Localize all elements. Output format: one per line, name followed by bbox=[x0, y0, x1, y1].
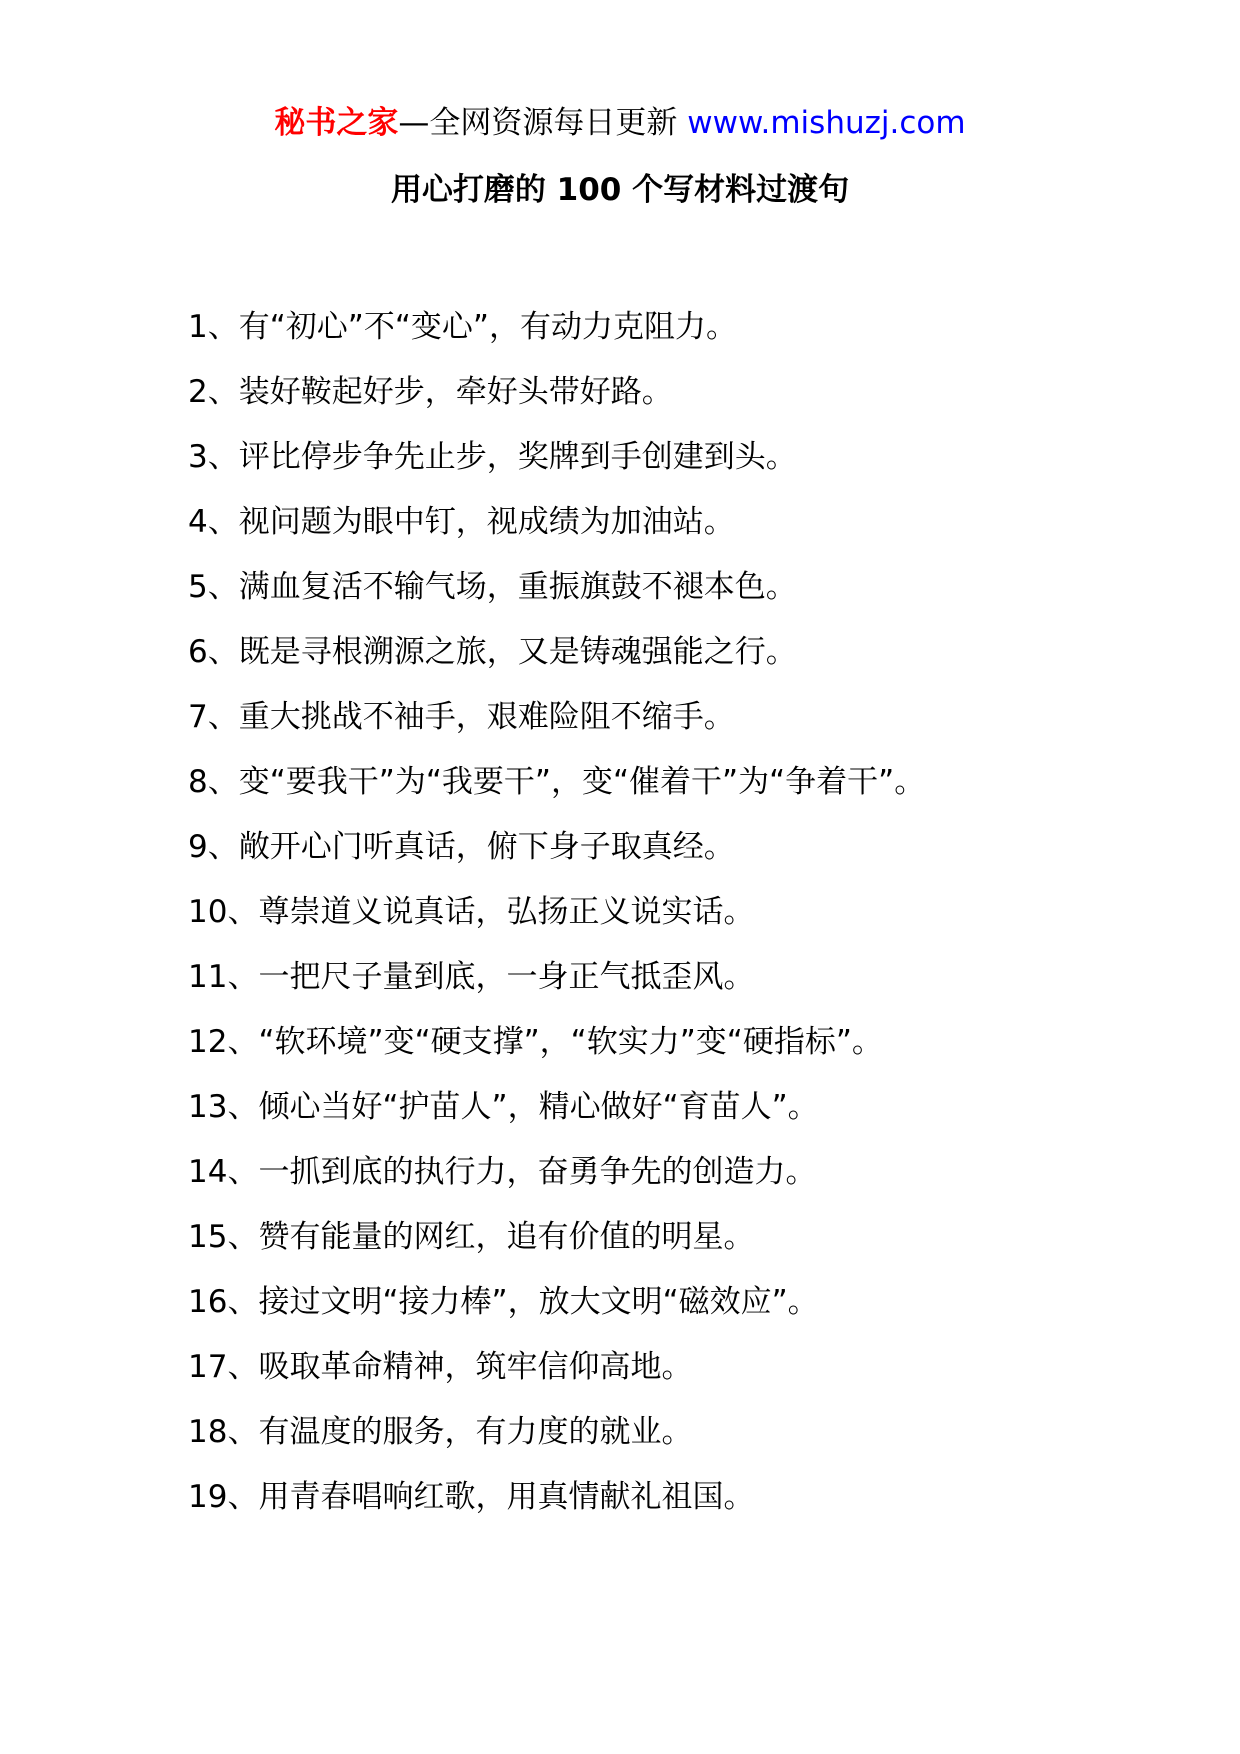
site-header bbox=[0, 98, 1240, 148]
list-item: 6、既是寻根溯源之旅，又是铸魂强能之行。 bbox=[188, 634, 797, 670]
list-item: 19、用青春唱响红歌，用真情献礼祖国。 bbox=[188, 1479, 755, 1515]
list-item: 14、一抓到底的执行力，奋勇争先的创造力。 bbox=[188, 1154, 817, 1190]
list-item: 12、“软环境”变“硬支撑”，“软实力”变“硬指标”。 bbox=[188, 1024, 883, 1060]
list-item: 1、有“初心”不“变心”，有动力克阻力。 bbox=[188, 309, 737, 345]
list-item: 7、重大挑战不袖手，艰难险阻不缩手。 bbox=[188, 699, 735, 735]
list-item: 13、倾心当好“护苗人”，精心做好“育苗人”。 bbox=[188, 1089, 819, 1125]
document-title: 用心打磨的 100 个写材料过渡句 bbox=[390, 172, 850, 208]
list-item: 9、敞开心门听真话，俯下身子取真经。 bbox=[188, 829, 735, 865]
list-item: 16、接过文明“接力棒”，放大文明“磁效应”。 bbox=[188, 1284, 819, 1320]
list-item: 17、吸取革命精神，筑牢信仰高地。 bbox=[188, 1349, 693, 1385]
list-item: 2、装好鞍起好步，牵好头带好路。 bbox=[188, 374, 673, 410]
list-item: 18、有温度的服务，有力度的就业。 bbox=[188, 1414, 693, 1450]
header-tagline: —全网资源每日更新 bbox=[398, 105, 678, 141]
list-item: 15、赞有能量的网红，追有价值的明星。 bbox=[188, 1219, 755, 1255]
list-item: 3、评比停步争先止步，奖牌到手创建到头。 bbox=[188, 439, 797, 475]
site-url-link[interactable]: www.mishuzj.com bbox=[687, 105, 966, 141]
list-item: 11、一把尺子量到底，一身正气抵歪风。 bbox=[188, 959, 755, 995]
brand-name: 秘书之家 bbox=[274, 105, 399, 141]
list-item: 8、变“要我干”为“我要干”，变“催着干”为“争着干”。 bbox=[188, 764, 926, 800]
list-item: 5、满血复活不输气场，重振旗鼓不褪本色。 bbox=[188, 569, 797, 605]
list-item: 10、尊崇道义说真话，弘扬正义说实话。 bbox=[188, 894, 755, 930]
sentence-list bbox=[188, 295, 1058, 1530]
list-item: 4、视问题为眼中钉，视成绩为加油站。 bbox=[188, 504, 735, 540]
